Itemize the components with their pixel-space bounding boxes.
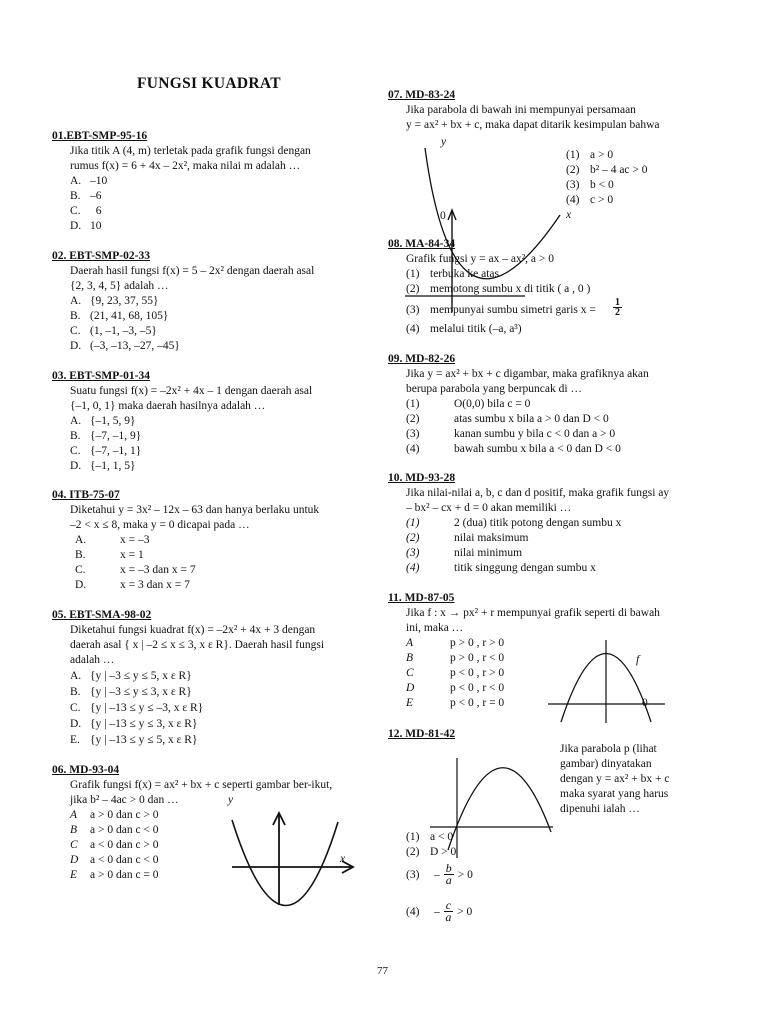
answer-option: (1) a > 0 [566, 149, 614, 161]
answer-option: C a < 0 dan c > 0 [70, 839, 159, 851]
answer-option: A. {–1, 5, 9} [70, 415, 136, 427]
function-label-f: f [636, 654, 640, 666]
answer-option: (3) kanan sumbu y bila c < 0 dan a > 0 [406, 428, 616, 440]
answer-option: B. –6 [70, 190, 102, 202]
answer-option: (1) 2 (dua) titik potong dengan sumbu x [406, 517, 622, 529]
answer-option: E a > 0 dan c = 0 [70, 869, 159, 881]
answer-option: (3) mempunyai sumbu simetri garis x = [406, 304, 596, 316]
question-text: dengan y = ax² + bx + c [560, 773, 670, 785]
question-text: gambar) dinyatakan [560, 758, 652, 770]
question-text: Diketahui fungsi kuadrat f(x) = –2x² + 4x + 3 dengan [70, 624, 316, 636]
answer-option: C. x = –3 dan x = 7 [75, 564, 196, 576]
question-text: {2, 3, 4, 5} adalah … [70, 280, 169, 292]
parabola-curve [232, 820, 338, 906]
answer-option: (4) c > 0 [566, 194, 614, 206]
question-text: berupa parabola yang berpuncak di … [406, 383, 582, 395]
answer-option: C. {–7, –1, 1} [70, 445, 142, 457]
parabola-graph-q11 [545, 636, 670, 726]
question-text: adalah … [70, 654, 115, 666]
answer-option: B p > 0 , r < 0 [406, 652, 505, 664]
question-text: Jika y = ax² + bx + c digambar, maka grafiknya akan [406, 368, 649, 380]
answer-option: A a > 0 dan c > 0 [70, 809, 159, 821]
question-header-04: 04. ITB-75-07 [52, 489, 120, 501]
answer-option: (1) O(0,0) bila c = 0 [406, 398, 531, 410]
question-header-11: 11. MD-87-05 [388, 592, 455, 604]
answer-option: B. x = 1 [75, 549, 144, 561]
axis-label-x: x [340, 853, 346, 865]
question-text: Daerah hasil fungsi f(x) = 5 – 2x² dengan daerah asal [70, 265, 315, 277]
answer-option: C. (1, –1, –3, –5} [70, 325, 157, 337]
question-text: jika b² – 4ac > 0 dan … [70, 794, 179, 806]
answer-option: D. (–3, –13, –27, –45} [70, 340, 180, 352]
question-text: y = ax² + bx + c, maka dapat ditarik kesimpulan bahwa [406, 119, 660, 131]
question-text: rumus f(x) = 6 + 4x – 2x², maka nilai m adalah … [70, 160, 301, 172]
parabola-graph-q06 [225, 808, 360, 908]
answer-option: D a < 0 dan c < 0 [70, 854, 159, 866]
question-header-06: 06. MD-93-04 [52, 764, 120, 776]
question-header-08: 08. MA-84-34 [388, 238, 456, 250]
fraction-one-half: $\frac{1}{2}$ [615, 297, 620, 318]
axis-label-y: y [441, 136, 447, 148]
answer-option: (4) melalui titik (–a, a³) [406, 323, 522, 335]
answer-option: A. x = –3 [75, 534, 150, 546]
answer-option: (4) – $\frac{c}{a}$ > 0 [406, 898, 473, 924]
answer-option: B. (21, 41, 68, 105} [70, 310, 169, 322]
question-header-02: 02. EBT-SMP-02-33 [52, 250, 150, 262]
answer-option: D. {–1, 1, 5} [70, 460, 136, 472]
answer-option: E. {y | –13 ≤ y ≤ 5, x ε R} [70, 734, 198, 746]
question-header-05: 05. EBT-SMA-98-02 [52, 609, 152, 621]
origin-label: 0 [642, 697, 648, 709]
answer-option: A. {y | –3 ≤ y ≤ 5, x ε R} [70, 670, 192, 682]
question-text: Grafik fungsi f(x) = ax² + bx + c seperti gambar ber-ikut, [70, 779, 333, 791]
answer-option: A. {9, 23, 37, 55} [70, 295, 159, 307]
question-header-03: 03. EBT-SMP-01-34 [52, 370, 150, 382]
answer-option: (2) b² – 4 ac > 0 [566, 164, 648, 176]
question-header-01: 01.EBT-SMP-95-16 [52, 130, 148, 142]
question-header-12: 12. MD-81-42 [388, 728, 456, 740]
origin-label: 0 [440, 210, 446, 222]
answer-option: B. {y | –3 ≤ y ≤ 3, x ε R} [70, 686, 192, 698]
answer-option: E p < 0 , r = 0 [406, 697, 505, 709]
answer-option: (2) atas sumbu x bila a > 0 dan D < 0 [406, 413, 609, 425]
question-text: Grafik fungsi y = ax – ax², a > 0 [406, 253, 554, 265]
answer-option: (3) nilai minimum [406, 547, 523, 559]
answer-option: C. 6 [70, 205, 102, 217]
question-text: ini, maka … [406, 622, 464, 634]
question-text: daerah asal { x | –2 ≤ x ≤ 3, x ε R}. Daerah hasil fungsi [70, 639, 325, 651]
answer-option: (3) – $\frac{b}{a}$ > 0 [406, 861, 473, 887]
page-title: FUNGSI KUADRAT [137, 75, 281, 92]
question-text: – bx² – cx + d = 0 akan memiliki … [406, 502, 572, 514]
answer-option: D. x = 3 dan x = 7 [75, 579, 190, 591]
question-text: Jika parabola p (lihat [560, 743, 657, 755]
answer-option: (2) D > 0 [406, 846, 457, 858]
question-text: Suatu fungsi f(x) = –2x² + 4x – 1 dengan daerah asal [70, 385, 313, 397]
answer-option: (3) b < 0 [566, 179, 614, 191]
answer-option: A p > 0 , r > 0 [406, 637, 505, 649]
parabola-curve [448, 768, 551, 850]
question-text: dipenuhi ialah … [560, 803, 640, 815]
question-text: –2 < x ≤ 8, maka y = 0 dicapai pada … [70, 519, 250, 531]
question-text: maka syarat yang harus [560, 788, 669, 800]
answer-option: A. –10 [70, 175, 108, 187]
question-text: Jika parabola di bawah ini mempunyai persamaan [406, 104, 636, 116]
page-number: 77 [377, 965, 388, 977]
question-header-09: 09. MD-82-26 [388, 353, 456, 365]
question-header-07: 07. MD-83-24 [388, 89, 456, 101]
axis-label-x: x [566, 209, 572, 221]
answer-option: C. {y | –13 ≤ y ≤ –3, x ε R} [70, 702, 204, 714]
answer-option: (4) bawah sumbu x bila a < 0 dan D < 0 [406, 443, 621, 455]
question-text: {–1, 0, 1} maka daerah hasilnya adalah … [70, 400, 266, 412]
answer-option: D. 10 [70, 220, 102, 232]
question-text: Jika titik A (4, m) terletak pada grafik fungsi dengan [70, 145, 311, 157]
answer-option: (1) a < 0 [406, 831, 454, 843]
answer-option: (2) nilai maksimum [406, 532, 529, 544]
answer-option: D. {y | –13 ≤ y ≤ 3, x ε R} [70, 718, 198, 730]
question-text: Diketahui y = 3x² – 12x – 63 dan hanya berlaku untuk [70, 504, 320, 516]
question-text: Jika f : x → px² + r mempunyai grafik seperti di bawah [406, 607, 660, 619]
answer-option: (4) titik singgung dengan sumbu x [406, 562, 596, 574]
question-header-10: 10. MD-93-28 [388, 472, 456, 484]
question-text: Jika nilai-nilai a, b, c dan d positif, maka grafik fungsi ay [406, 487, 670, 499]
answer-option: (2) memotong sumbu x di titik ( a , 0 ) [406, 283, 591, 295]
answer-option: (1) terbuka ke atas [406, 268, 499, 280]
axis-label-y: y [228, 794, 234, 806]
answer-option: D p < 0 , r < 0 [406, 682, 505, 694]
answer-option: B. {–7, –1, 9} [70, 430, 142, 442]
answer-option: B a > 0 dan c < 0 [70, 824, 159, 836]
answer-option: C p < 0 , r > 0 [406, 667, 505, 679]
